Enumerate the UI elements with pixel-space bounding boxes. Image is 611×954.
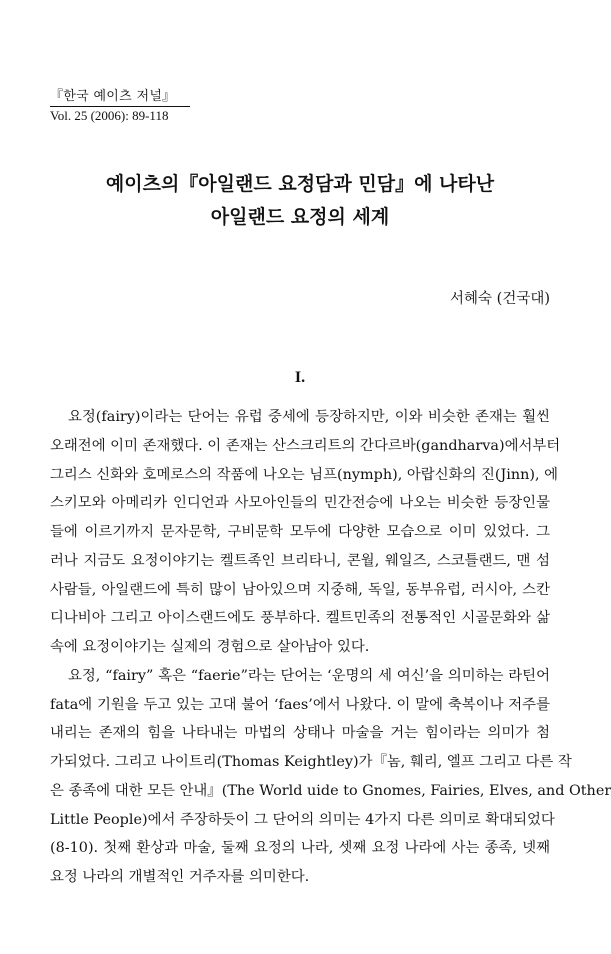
journal-name: 『한국 예이츠 저널』 <box>50 89 176 104</box>
body-line: 스키모와 아메리카 인디언과 사모아인들의 민간전승에 나오는 비슷한 등장인물 <box>50 495 550 512</box>
title-line-1: 예이츠의『아일랜드 요정담과 민담』에 나타난 <box>105 173 495 195</box>
body-text <box>50 403 611 892</box>
body-line: 러나 지금도 요정이야기는 켈트족인 브리타니, 콘월, 웨일즈, 스코틀랜드, 맨 섬 <box>50 552 550 569</box>
section-heading: I. <box>294 369 306 386</box>
body-line: 요정(fairy)이라는 단어는 유럽 중세에 등장하지만, 이와 비슷한 존재는 훨씬 <box>68 409 550 425</box>
body-line: 디나비아 그리고 아이스랜드에도 풍부하다. 켈트민족의 전통적인 시골문화와 삶 <box>50 610 550 627</box>
body-line: 사람들, 아일랜드에 특히 많이 남아있으며 지중해, 독일, 동부유럽, 러시아, 스칸 <box>50 581 550 598</box>
body-line: 가되었다. 그리고 나이트리(Thomas Keightley)가『놈, 훼리, 엘프 그리고 다른 작 <box>50 754 572 770</box>
body-line: 은 종족에 대한 모든 안내』(The World uide to Gnomes, Fairies, Elves, and Other <box>50 782 611 799</box>
article-title <box>0 168 600 234</box>
body-line: 속에 요정이야기는 실제의 경험으로 살아남아 있다. <box>50 639 370 655</box>
body-line: 들에 이르기까지 문자문학, 구비문학 모두에 다양한 모습으로 이미 있었다. 그 <box>50 524 550 540</box>
title-line-2: 아일랜드 요정의 세계 <box>210 206 390 228</box>
body-line: (8-10). 첫째 환상과 마술, 둘째 요정의 나라, 셋째 요정 나라에 사는 종족, 넷째 <box>50 840 550 857</box>
body-line: Little People)에서 주장하듯이 그 단어의 의미는 4가지 다른 의미로 확대되었다 <box>50 811 555 828</box>
body-line: fata에 기원을 두고 있는 고대 불어 ‘faes’에서 나왔다. 이 말에 축복이나 저주를 <box>50 696 550 713</box>
journal-volume: Vol. 25 (2006): 89-118 <box>50 108 169 123</box>
header-rule <box>50 106 190 107</box>
body-line: 내리는 존재의 힘을 나타내는 마법의 상태나 마술을 거는 힘이라는 의미가 첨 <box>50 725 550 742</box>
body-line: 그리스 신화와 호메로스의 작품에 나오는 님프(nymph), 아랍신화의 진(Jinn), 에 <box>50 466 559 483</box>
body-line: 요정, “fairy” 혹은 “faerie”라는 단어는 ‘운명의 세 여신’을 의미하는 라틴어 <box>68 667 550 684</box>
body-line: 요정 나라의 개별적인 거주자를 의미한다. <box>50 869 310 885</box>
journal-header <box>50 88 190 124</box>
body-line: 오래전에 이미 존재했다. 이 존재는 산스크리트의 간다르바(gandharva)에서부터 <box>50 437 561 454</box>
author-name: 서혜숙 (건국대) <box>450 291 550 307</box>
